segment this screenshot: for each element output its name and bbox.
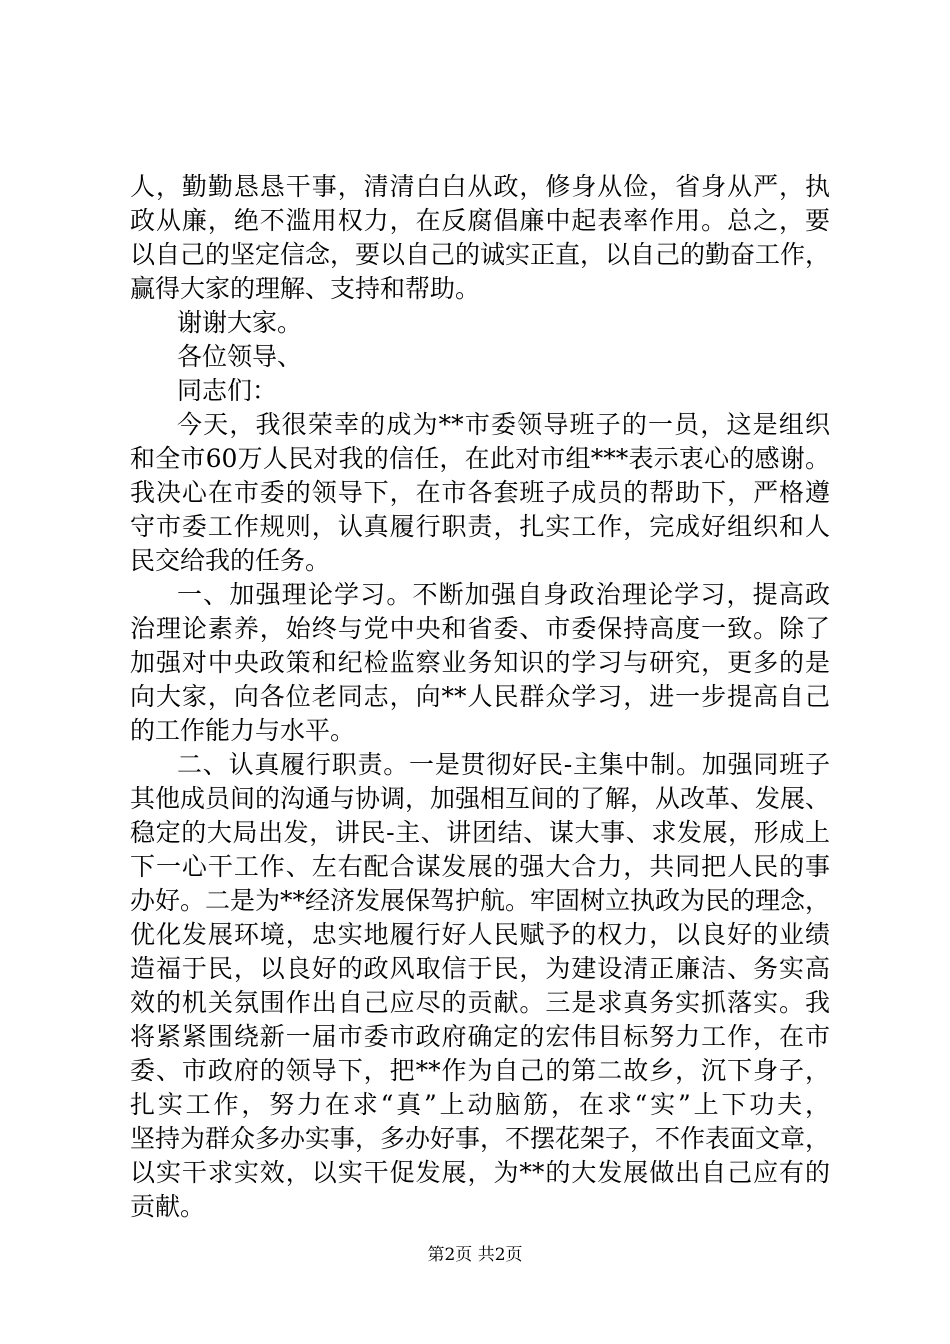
text-line: 人，勤勤恳恳干事，清清白白从政，修身从俭，省身从严，执 (130, 172, 830, 201)
text-line: 效的机关氛围作出自己应尽的贡献。三是求真务实抓落实。我 (130, 988, 830, 1017)
text-line: 守市委工作规则，认真履行职责，扎实工作，完成好组织和人 (130, 512, 830, 541)
text-line: 造福于民，以良好的政风取信于民，为建设清正廉洁、务实高 (130, 954, 830, 983)
text-line: 谢谢大家。 (177, 308, 303, 337)
text-line: 我决心在市委的领导下，在市各套班子成员的帮助下，严格遵 (130, 478, 830, 507)
text-line: 贡献。 (130, 1192, 206, 1221)
text-line: 民交给我的任务。 (130, 546, 331, 575)
text-line: 向大家，向各位老同志，向**人民群众学习，进一步提高自己 (130, 682, 830, 711)
text-line: 以自己的坚定信念，要以自己的诚实正直，以自己的勤奋工作， (130, 240, 831, 269)
text-line: 稳定的大局出发，讲民-主、讲团结、谋大事、求发展，形成上 (130, 818, 830, 847)
text-line: 下一心干工作、左右配合谋发展的强大合力，共同把人民的事 (130, 852, 830, 881)
page-footer (0, 1244, 950, 1266)
text-line: 将紧紧围绕新一届市委市政府确定的宏伟目标努力工作，在市 (130, 1022, 830, 1051)
text-line: 以实干求实效，以实干促发展，为**的大发展做出自己应有的 (130, 1158, 830, 1187)
text-line: 一、加强理论学习。不断加强自身政治理论学习，提高政 (177, 580, 830, 609)
text-line: 的工作能力与水平。 (130, 716, 356, 745)
page-number-label: 第2页 共2页 (427, 1245, 523, 1265)
text-line: 坚持为群众多办实事，多办好事，不摆花架子，不作表面文章， (130, 1124, 831, 1153)
text-line: 扎实工作，努力在求“真”上动脑筋，在求“实”上下功夫， (130, 1090, 830, 1119)
text-line: 优化发展环境，忠实地履行好人民赋予的权力，以良好的业绩 (130, 920, 830, 949)
text-line: 治理论素养，始终与党中央和省委、市委保持高度一致。除了 (130, 614, 830, 643)
text-line: 政从廉，绝不滥用权力，在反腐倡廉中起表率作用。总之，要 (130, 206, 830, 235)
text-line: 办好。二是为**经济发展保驾护航。牢固树立执政为民的理念， (130, 886, 831, 915)
document-body (130, 170, 830, 1224)
text-line: 委、市政府的领导下，把**作为自己的第二故乡，沉下身子， (130, 1056, 830, 1085)
text-line: 今天，我很荣幸的成为**市委领导班子的一员，这是组织 (177, 410, 830, 439)
text-line: 二、认真履行职责。一是贯彻好民-主集中制。加强同班子 (177, 750, 830, 779)
text-line: 和全市60万人民对我的信任，在此对市组***表示衷心的感谢。 (130, 444, 830, 473)
text-line: 各位领导、 (177, 342, 303, 371)
text-line: 其他成员间的沟通与协调，加强相互间的了解，从改革、发展、 (130, 784, 831, 813)
text-line: 赢得大家的理解、支持和帮助。 (130, 274, 481, 303)
text-line: 加强对中央政策和纪检监察业务知识的学习与研究，更多的是 (130, 648, 830, 677)
text-line: 同志们： (177, 376, 278, 405)
